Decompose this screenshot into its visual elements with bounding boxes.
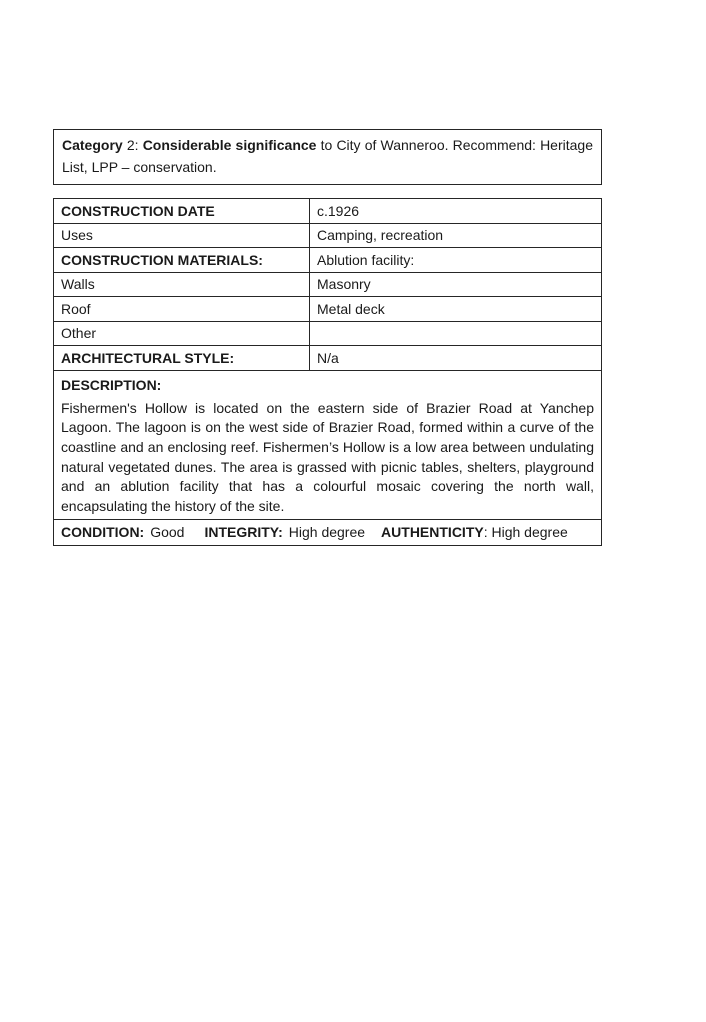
description-heading: DESCRIPTION: bbox=[61, 376, 162, 393]
uses-value: Camping, recreation bbox=[310, 223, 602, 248]
table-row-construction-materials bbox=[54, 248, 602, 273]
table-row-walls bbox=[54, 272, 602, 297]
authenticity-label: AUTHENTICITY bbox=[381, 524, 484, 541]
walls-label: Walls bbox=[54, 272, 310, 297]
category-significance-box bbox=[53, 129, 602, 185]
integrity-label: INTEGRITY: bbox=[204, 524, 283, 541]
significance-level: Considerable significance bbox=[142, 137, 317, 153]
construction-date-label: CONSTRUCTION DATE bbox=[54, 199, 310, 224]
other-value bbox=[310, 321, 602, 346]
condition-label: CONDITION: bbox=[61, 524, 145, 541]
construction-date-value: c.1926 bbox=[310, 199, 602, 224]
authenticity-value: : High degree bbox=[483, 524, 568, 541]
description-cell bbox=[54, 370, 602, 519]
table-row-roof bbox=[54, 297, 602, 322]
heritage-details-table bbox=[53, 198, 602, 546]
walls-value: Masonry bbox=[310, 272, 602, 297]
assessment-cell bbox=[54, 519, 602, 545]
other-label: Other bbox=[54, 321, 310, 346]
architectural-style-value: N/a bbox=[310, 346, 602, 371]
table-row-uses bbox=[54, 223, 602, 248]
construction-materials-value: Ablution facility: bbox=[310, 248, 602, 273]
table-row-architectural-style bbox=[54, 346, 602, 371]
roof-value: Metal deck bbox=[310, 297, 602, 322]
table-row-assessment bbox=[54, 519, 602, 545]
category-label: Category bbox=[62, 137, 123, 153]
uses-label: Uses bbox=[54, 223, 310, 248]
condition-value: Good bbox=[150, 524, 185, 541]
construction-materials-label: CONSTRUCTION MATERIALS: bbox=[54, 248, 310, 273]
table-row-other bbox=[54, 321, 602, 346]
description-text: Fishermen's Hollow is located on the eastern side of Brazier Road at Yanchep Lagoon. The lagoon is on the west side of Brazier Road, formed within a curve of the coastline and an enclosing reef. Fishermen’s Hollow is a low area between undulating natural vegetated dunes. The area is grassed with picnic tables, shelters, playground and an ablution facility that has a colourful mosaic covering the north wall, encapsulating the history of the site. bbox=[61, 399, 594, 515]
category-recommendation: to City of Wanneroo. Recommend: Heritage List, LPP – conservation. bbox=[62, 137, 593, 175]
table-row-construction-date bbox=[54, 199, 602, 224]
architectural-style-label: ARCHITECTURAL STYLE: bbox=[54, 346, 310, 371]
roof-label: Roof bbox=[54, 297, 310, 322]
category-number: 2: bbox=[122, 137, 143, 153]
condition-item bbox=[61, 524, 184, 540]
integrity-item bbox=[204, 524, 365, 540]
authenticity-item bbox=[381, 524, 568, 540]
integrity-value: High degree bbox=[288, 524, 366, 541]
table-row-description bbox=[54, 370, 602, 519]
